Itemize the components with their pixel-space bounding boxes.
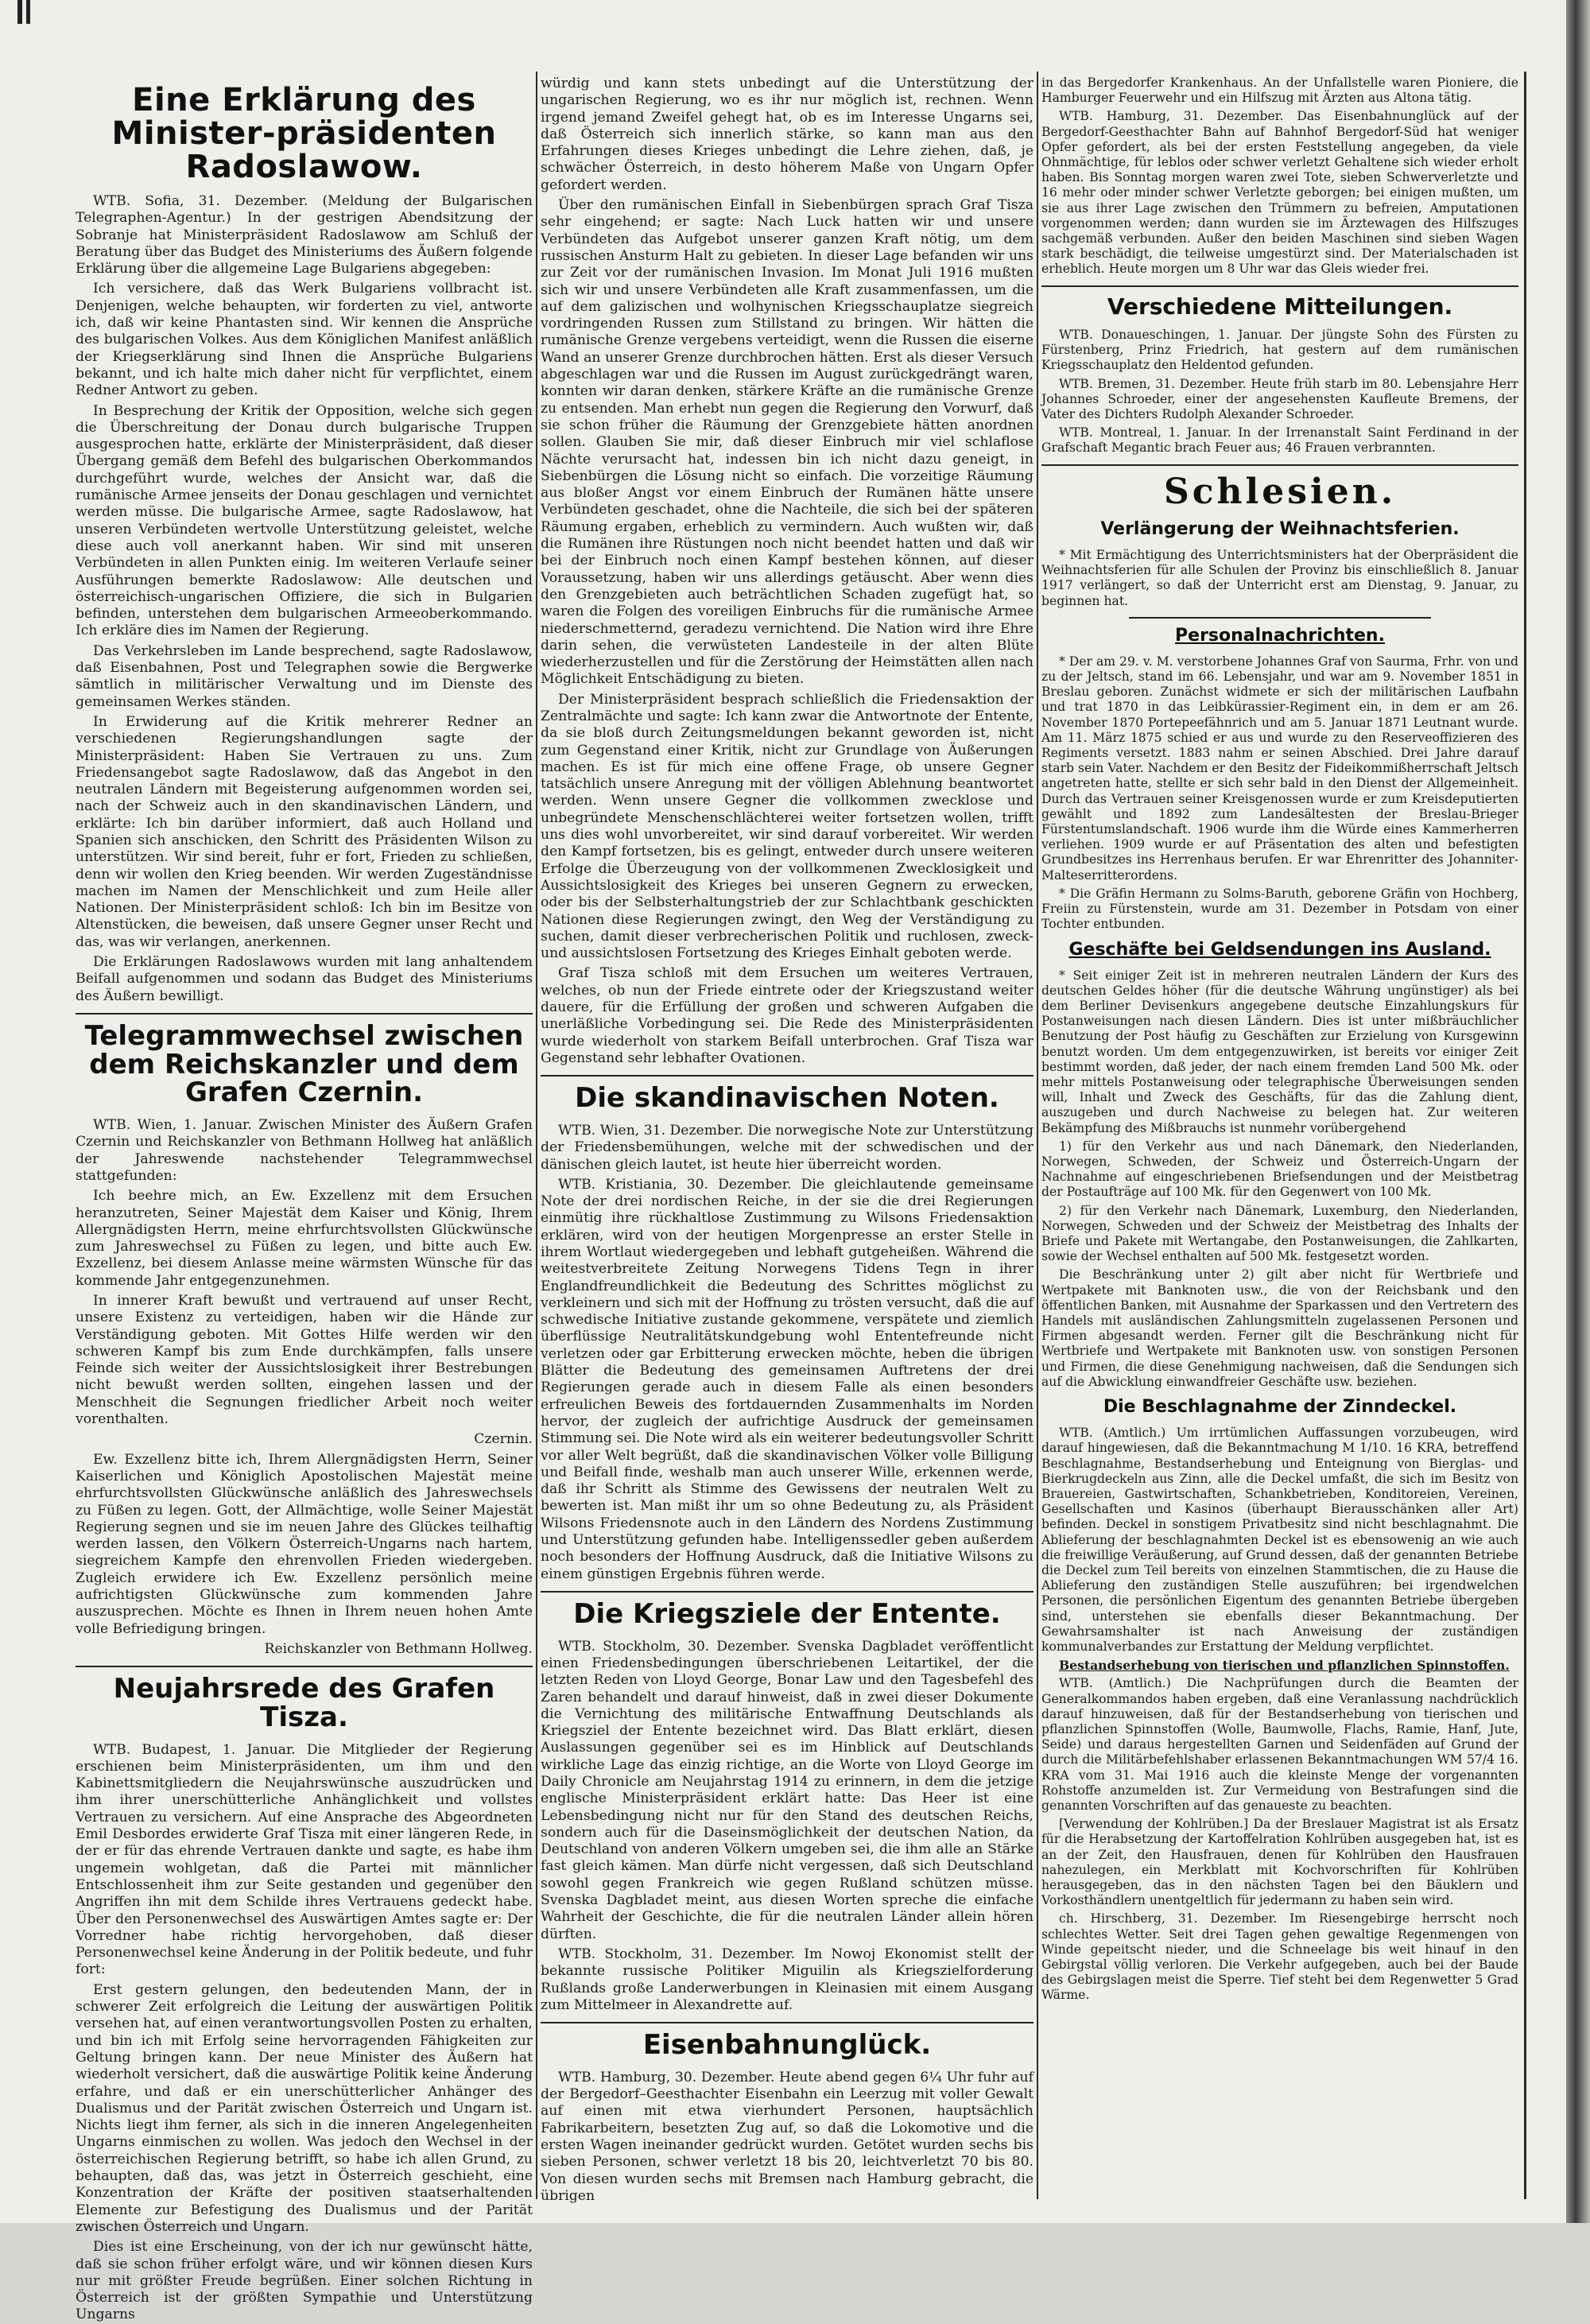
article-paragraph: in das Bergedorfer Krankenhaus. An der Unfallstelle waren Pioniere, die Hamburger Feuerwehr und ein Hilfszug mit Ärzten aus Altona tätig.	[1041, 76, 1518, 106]
article-paragraph: Ich versichere, daß das Werk Bulgariens vollbracht ist. Denjenigen, welche behaupten, wir forderten zu viel, antworte ich, daß wir keine Phantasten sind. Wir kennen die Ansprüche des bulgarischen Volkes. Aus dem Königlichen Manifest anläßlich der Kriegserklärung sind Ihnen die Ansprüche Bulgariens bekannt, und ich halte mich daher nicht für verpflichtet, einem Redner Antwort zu geben.	[76, 281, 533, 399]
headline-kriegsziele: Die Kriegsziele der Entente.	[573, 1597, 1001, 1630]
page-edge	[1566, 0, 1590, 2223]
article-paragraph: WTB. Stockholm, 30. Dezember. Svenska Dagbladet veröffentlicht einen Friedensbedingungen überschriebenen Leitartikel, der die letzten Reden von Lloyd George, Bonar Law und den Tagesbefehl des Zaren behandelt und darauf hinweist, daß in zwei dieser Dokumente die Vernichtung des militärische Entwaffnung Deutschlands als Kriegsziel der Entente bezeichnet wird. Das Blatt erklärt, diesen Auslassungen gegenüber sei es im Hinblick auf Deutschlands wirkliche Lage das einzig richtige, an die Worte von Lloyd George im Daily Chronicle am Neujahrstag 1914 zu erinnern, in dem die jetzige englische Ministerpräsident erklärt hatte: Das Heer ist eine Lebensbedingung nicht nur für den Stand des deutschen Reichs, sondern auch für die Daseinsmöglichkeit der deutschen Nation, da Deutschland von anderen Völkern umgeben sei, die ihm alle an Stärke fast gleich kämen. Man dürfe nicht vergessen, daß sich Deutschland sowohl gegen Frankreich wie gegen Rußland schützen müsse. Svenska Dagbladet meint, aus diesen Worten spreche die einfache Wahrheit der Geschichte, die für die neutralen Länder allein hören dürften.	[541, 1638, 1034, 1942]
article-paragraph: [Verwendung der Kohlrüben.] Da der Breslauer Magistrat ist als Ersatz für die Herabsetzung der Kartoffelration Kohlrüben ausgegeben hat, ist es an der Zeit, den Hausfrauen, denen für Kohlrüben den Hausfrauen nahezulegen, ein Merkblatt mit Kochvorschriften für Kohlrüben herausgegeben, das in den nächsten Tagen bei den Bäuklern und Vorkosthändlern unentgeltlich für jedermann zu haben sein wird.	[1041, 1817, 1518, 1908]
article-paragraph: WTB. Stockholm, 31. Dezember. Im Nowoj Ekonomist stellt der bekannte russische Politiker Miguilin als Kriegszielforderung Rußlands große Landerwerbungen in Kleinasien mit einem Ausgang zum Mittelmeer in Alexandrette auf.	[541, 1946, 1034, 2013]
divider	[1129, 617, 1431, 619]
article-paragraph: Die Beschränkung unter 2) gilt aber nicht für Wertbriefe und Wertpakete mit Banknoten usw., die von der Reichsbank und den öffentlichen Banken, mit Ausnahme der Sparkassen und den Vertretern des Handels mit ausländischen Zahlungsmitteln zugelassenen Personen und Firmen abgesandt werden. Ferner gilt die Beschränkung nicht für Wertbriefe und Wertpakete mit Banknoten usw. von sonstigen Personen und Firmen, die diese Genehmigung nachweisen, daß die Sendungen sich auf die Abwicklung einwandfreier Geschäfte usw. beziehen.	[1041, 1267, 1518, 1389]
article-paragraph: würdig und kann stets unbedingt auf die Unterstützung der ungarischen Regierung, wo es ihr nur möglich ist, rechnen. Wenn irgend jemand Zweifel gehegt hat, ob es im Interesse Ungarns sei, daß Österreich sich innerlich stärke, so kann man aus den Erfahrungen dieses Krieges unbedingt die Lehre ziehen, daß, je schwächer Österreich, in desto höherem Maße von Ungarn Opfer gefordert werden.	[541, 76, 1034, 193]
article-paragraph: 1) für den Verkehr aus und nach Dänemark, den Niederlanden, Norwegen, Schweden, der Schweiz und Österreich-Ungarn der Nachnahme auf eingeschriebenen Briefsendungen und der Meistbetrag der Postaufträge auf 100 Mk. für den Gegenwert von 100 Mk.	[1041, 1139, 1518, 1200]
headline-weihnachtsferien: Verlängerung der Weihnachtsferien.	[1100, 518, 1460, 539]
divider	[1041, 464, 1518, 466]
headline-geldsendungen: Geschäfte bei Geldsendungen ins Ausland.	[1068, 939, 1491, 960]
divider	[541, 2022, 1034, 2023]
article-paragraph: WTB. Donaueschingen, 1. Januar. Der jüngste Sohn des Fürsten zu Fürstenberg, Prinz Friedrich, hat gestern auf dem rumänischen Kriegsschauplatz den Heldentod gefunden.	[1041, 328, 1518, 373]
article-paragraph: WTB. Budapest, 1. Januar. Die Mitglieder der Regierung erschienen beim Ministerpräsidenten, um ihm und den Kabinettsmitgliedern die Neujahrswünsche auszudrücken und ihm ihrer unerschütterliche Anhänglichkeit und vollstes Vertrauen zu versichern. Auf eine Ansprache des Abgeordneten Emil Desbordes erwiderte Graf Tisza mit einer längeren Rede, in der er für das ehrende Vertrauen dankte und sagte, es habe ihm ungemein wohlgetan, daß die Partei mit männlicher Entschlossenheit ihm zur Seite gestanden und gegenüber den Angriffen ihn mit dem Schilde ihres Vertrauens gedeckt habe. Über den Personenwechsel des Auswärtigen Amtes sagte er: Der Vorredner habe richtig hervorgehoben, daß dieser Personenwechsel keine Änderung in der Politik bedeute, und fuhr fort:	[76, 1741, 533, 1978]
column-rule	[1524, 72, 1526, 2199]
article-paragraph: WTB. Wien, 1. Januar. Zwischen Minister des Äußern Grafen Czernin und Reichskanzler von Bethmann Hollweg hat anläßlich der Jahreswende nachstehender Telegrammwechsel stattgefunden:	[76, 1117, 533, 1184]
article-paragraph: * Mit Ermächtigung des Unterrichtsministers hat der Oberpräsident die Weihnachtsferien für alle Schulen der Provinz bis einschließlich 8. Januar 1917 verlängert, so daß der Unterricht erst am Dienstag, 9. Januar, zu beginnen hat.	[1041, 547, 1518, 608]
article-paragraph: Graf Tisza schloß mit dem Ersuchen um weiteres Vertrauen, welches, ob nun der Friede eintrete oder der Kriegszustand weiter dauere, für die Erfüllung der großen und schweren Aufgaben die unerläßliche Vorbedingung sei. Die Rede des Ministerpräsidenten wurde wiederholt von starkem Beifall unterbrochen. Graf Tisza war Gegenstand sehr lebhafter Ovationen.	[541, 965, 1034, 1066]
divider	[541, 1591, 1034, 1593]
article-paragraph: WTB. (Amtlich.) Um irrtümlichen Auffassungen vorzubeugen, wird darauf hingewiesen, daß die Bekanntmachung M 1/10. 16 KRA, betreffend Beschlagnahme, Bestandserhebung und Enteignung von Bierglas- und Bierkrugdeckeln aus Zinn, alle die Deckel umfaßt, die sich im Besitz von Brauereien, Gastwirtschaften, Schankbetrieben, Konditoreien, Vereinen, Gesellschaften und Kasinos (überhaupt Bierausschänken aller Art) befinden. Deckel in sonstigem Privatbesitz sind nicht beschlagnahmt. Die Ablieferung der beschlagnahmten Deckel ist es ebensowenig an wie auch die freiwillige Veräußerung, auf Grund dessen, daß der genannten Betriebe die Deckel zum Teil bereits von einzelnen Stammtischen, die zu Hause die Ablieferung den zuständigen Stelle auszuführen; bei irgendwelchen Personen, die persönlichen Eigentum des genannten Betriebe übergeben sind, unterstehen sie ebenfalls dieser Bekanntmachung. Der Gewahrsamshalter ist nach Anweisung der zuständigen kommunalverbandes zur Erstattung der Meldung verpflichtet.	[1041, 1426, 1518, 1655]
article-subheading: Bestandserhebung von tierischen und pflanzlichen Spinnstoffen.	[1059, 1658, 1510, 1674]
column-rule	[1037, 72, 1038, 2199]
article-paragraph: WTB. Sofia, 31. Dezember. (Meldung der Bulgarischen Telegraphen-Agentur.) In der gestrigen Abendsitzung der Sobranje hat Ministerpräsident Radoslawow am Schluß der Beratung über das Budget des Ministeriums des Äußern folgende Erklärung über die allgemeine Lage Bulgariens abgegeben:	[76, 193, 533, 277]
article-paragraph: Die Erklärungen Radoslawows wurden mit lang anhaltendem Beifall aufgenommen und sodann das Budget des Ministeriums des Äußern bewilligt.	[76, 954, 533, 1004]
signature: Reichskanzler von Bethmann Hollweg.	[264, 1640, 533, 1657]
article-paragraph: WTB. Kristiania, 30. Dezember. Die gleichlautende gemeinsame Note der drei nordischen Reiche, in der sie die drei Regierungen einmütig ihre rückhaltlose Zustimmung zu Wilsons Friedensaktion erklären, wird von der heutigen Morgenpresse an erster Stelle in ihrem Wortlaut wiedergegeben und lebhaft gutgeheißen. Während die weitestverbreitete Zeitung Norwegens Tidens Tegn in ihrer Englandfreundlichkeit die Bedeutung des Schrittes möglichst zu verkleinern und sich mit der Hoffnung zu trösten versucht, daß die auf schwedische Initiative zustande gekommene, verspätete und ziemlich überflüssige Neutralitätskundgebung wohl Ententefreunde nicht verletzen oder gar Erbitterung erwecken möchte, heben die übrigen Blätter die Bedeutung des gemeinsamen Auftretens der drei Regierungen gerade auch in diesem Falle als einen besonders erfreulichen Beweis des fortdauernden Zusammenhalts im Norden hervor, der zugleich der aufrichtige Ausdruck der gemeinsamen Stimmung sei. Die Note wird als ein weiterer bedeutungsvoller Schritt vor aller Welt begrüßt, daß die skandinavischen Völker volle Billigung und Beifall finde, weshalb man auch unserer Wille, erkennen werde, daß ihr Schritt als Stimme des Gewissens der neutralen Welt zu bewerten ist. Man mißt ihr um so ohne Bedeutung zu, als Präsident Wilsons Friedensnote auch in den Ländern des Nordens Zustimmung und Unterstützung gefunden habe. Intelligenssedler geben außerdem noch besonders der Hoffnung Ausdruck, daß die Initiative Wilsons zu einem günstigen Ergebnis führen werde.	[541, 1176, 1034, 1582]
article-paragraph: In innerer Kraft bewußt und vertrauend auf unser Recht, unsere Existenz zu verteidigen, haben wir die Hände zur Verständigung geboten. Mit Gottes Hilfe werden wir den schweren Kampf bis zum Ende durchkämpfen, falls unsere Feinde sich weiter der Aussichtslosigkeit ihrer Bestrebungen nicht bewußt werden sollten, eingehen lassen und der Menschheit die Segnungen friedlicher Arbeit noch weiter vorenthalten.	[76, 1292, 533, 1428]
article-paragraph: WTB. Wien, 31. Dezember. Die norwegische Note zur Unterstützung der Friedensbemühungen, welche mit der schwedischen und der dänischen gleich lautet, ist heute hier überreicht worden.	[541, 1122, 1034, 1173]
headline-radoslawow: Eine Erklärung des Minister-präsidenten Radoslawow.	[111, 82, 497, 185]
article-paragraph: In Erwiderung auf die Kritik mehrerer Redner an verschiedenen Regierungshandlungen sagte der Ministerpräsident: Haben Sie Vertrauen zu uns. Zum Friedensangebot sagte Radoslawow, daß das Angebot in den neutralen Ländern mit Begeisterung aufgenommen worden sei, nach der Schweiz auch in den skandinavischen Ländern, und erklärte: Ich bin darüber informiert, daß auch Holland und Spanien sich anschicken, den Schritt des Präsidenten Wilson zu unterstützen. Wir sind bereit, fuhr er fort, Frieden zu schließen, denn wir wollen den Krieg beenden. Wir werden Zugeständnisse machen im Namen der Menschlichkeit und zum Heile aller Nationen. Der Ministerpräsident schloß: Ich bin im Besitze von Altenstücken, die beweisen, daß unsere Gegner unser Recht und das, was wir verlangen, anerkennen.	[76, 713, 533, 950]
article-paragraph: In Besprechung der Kritik der Opposition, welche sich gegen die Überschreitung der Donau durch bulgarische Truppen ausgesprochen hatte, erklärte der Ministerpräsident, daß dieser Übergang gemäß dem Befehl des bulgarischen Oberkommandos durchgeführt wurde, welches der Ansicht war, daß die rumänische Armee jenseits der Donau geschlagen und vernichtet werden müsse. Die bulgarische Armee, sagte Radoslawow, hat unseren Verbündeten wertvolle Unterstützung geleistet, welche diese auch voll anerkannt haben. Wir sind mit unseren Verbündeten in allen Punkten einig. Im weiteren Verlaufe seiner Ausführungen bemerkte Radoslawow: Alle deutschen und österreichisch-ungarischen Offiziere, die sich in Bulgarien befinden, unterstehen dem bulgarischen Armeeoberkommando. Ich erkläre dies im Namen der Regierung.	[76, 402, 533, 639]
article-paragraph: Ich beehre mich, an Ew. Exzellenz mit dem Ersuchen heranzutreten, Seiner Majestät dem Kaiser und König, Ihrem Allergnädigsten Herrn, meine ehrfurchtsvollsten Glückwünsche zum Jahreswechsel zu Füßen zu legen, und bitte auch Ew. Exzellenz, bei diesem Anlasse meine wärmsten Wünsche für das kommende Jahr entgegenzunehmen.	[76, 1188, 533, 1289]
headline-verschiedene: Verschiedene Mitteilungen.	[1107, 293, 1453, 320]
article-paragraph: WTB. Hamburg, 31. Dezember. Das Eisenbahnunglück auf der Bergedorf-Geesthachter Bahn auf Bahnhof Bergedorf-Süd hat weniger Opfer gefordert, als bei der ersten Feststellung angegeben, da viele Ohnmächtige, für leblos oder schwer verletzt Gehaltene sich wieder erholt haben. Bis Sonntag morgen waren zwei Tote, sieben Schwerverletzte und 16 mehr oder minder schwer Verletzte geborgen; bei einigen mußten, um sie aus ihrer Lage zwischen den Trümmern zu befreien, Amputationen vorgenommen werden; dann wurden sie im Ärztewagen des Hilfszuges sachgemäß verbunden. Außer den beiden Maschinen sind sieben Wagen stark beschädigt, die teilweise umgestürzt sind. Der Materialschaden ist erheblich. Heute morgen um 8 Uhr war das Gleis wieder frei.	[1041, 109, 1518, 277]
section-title-schlesien: Schlesien.	[1163, 471, 1397, 512]
article-paragraph: Dies ist eine Erscheinung, von der ich nur gewünscht hätte, daß sie schon früher erfolgt wäre, und wir können diesen Kurs nur mit größter Freude begrüßen. Einer solchen Richtung in Österreich ist der größten Sympathie und Unterstützung Ungarns	[76, 2239, 533, 2323]
headline-telegrammwechsel: Telegrammwechsel zwischen dem Reichskanzler und dem Grafen Czernin.	[84, 1019, 524, 1109]
divider	[541, 1075, 1034, 1077]
article-paragraph: Über den rumänischen Einfall in Siebenbürgen sprach Graf Tisza sehr eingehend; er sagte: Nach Luck hatten wir und unsere Verbündeten das Aufgebot unserer ganzen Kraft nötig, um dem russischen Ansturm Halt zu gebieten. In dieser Lage befanden wir uns zur Zeit vor der rumänischen Invasion. Im Monat Juli 1916 mußten sich wir und unsere Verbündeten alle Kraft zusammenfassen, um die auf dem galizischen und wolhynischen Kriegsschauplatze siegreich vordringenden Russen zum Stillstand zu bringen. Wir hätten die rumänische Grenze vergebens verteidigt, wenn die Russen die eiserne Wand an unserer Grenze durchbrochen hätten. Erst als dieser Versuch abgeschlagen war und die Russen im August zurückgedrängt waren, konnten wir daran denken, stärkere Kräfte an die rumänische Grenze zu entsenden. Man erhebt nun gegen die Regierung den Vorwurf, daß sie schon früher die Räumung der Grenzgebiete hätten anordnen sollen. Glauben Sie mir, daß dieser Einbruch mir viel schlaflose Nächte verursacht hat, indessen bin ich nicht dazu geneigt, in Siebenbürgen die Lösung nicht so einfach. Die vorzeitige Räumung aus bloßer Angst vor einem Einbruch der Rumänen hätte unsere Verbündeten geschadet, ohne die Nachteile, die sich bei der späteren Räumung ergaben, erheblich zu vermindern. Auch wußten wir, daß die Rumänen ihre Rüstungen noch nicht beendet hatten und daß wir bei der Einbruch noch einen Kampf bestehen können, auf dieser Voraussetzung, haben wir uns allerdings getäuscht. Aber wenn dies den Grenzgebieten auch beträchtlichen Schaden zugefügt hat, so waren die Folgen des voreiligen Einbruchs für die rumänische Armee niederschmetternd, geradezu vernichtend. Die Nation wird ihre Ehre darin sehen, die verwüsteten Landesteile in der alten Blüte wiederherzustellen und für die Zerstörung der Heimstätten allen nach Möglichkeit Entschädigung zu bieten.	[541, 197, 1034, 688]
article-paragraph: * Der am 29. v. M. verstorbene Johannes Graf von Saurma, Frhr. von und zu der Jeltsch, stand im 66. Lebensjahr, und war am 9. November 1851 in Breslau geboren. Zunächst widmete er sich der militärischen Laufbahn und trat 1870 in das Leibkürassier-Regiment ein, in dem er am 26. November 1870 Portepeefähnrich und am 5. Januar 1871 Leutnant wurde. Am 11. März 1875 schied er aus und wurde zu den Reserveoffizieren des Regiments versetzt. 1883 nahm er seinen Abschied. Drei Jahre darauf starb sein Vater. Nachdem er den Besitz der Fideikommißherrschaft Jeltsch angetreten hatte, stellte er sich sehr bald in den Dienst der Allgemeinheit. Durch das Vertrauen seiner Kreisgenossen wurde er zum Kreisdeputierten gewählt und 1892 zum Landesältesten der Breslau-Brieger Fürstentumslandschaft. 1906 wurde ihm die Würde eines Kammerherren verliehen. 1909 wurde er auf Präsentation des alten und befestigten Grundbesitzes ins Herrenhaus berufen. Er war Ehrenritter des Johanniter-Malteserritterordens.	[1041, 654, 1518, 883]
article-paragraph: Ew. Exzellenz bitte ich, Ihrem Allergnädigsten Herrn, Seiner Kaiserlichen und Königlich Apostolischen Majestät meine ehrfurchtsvollsten Glückwünsche anläßlich des Jahreswechsels zu Füßen zu legen. Gott, der Allmächtige, wolle Seiner Majestät Regierung segnen und sie im neuen Jahre des Glückes teilhaftig werden lassen, den Völkern Österreich-Ungarns nach hartem, siegreichem Kampfe den ehrenvollen Frieden wiedergeben. Zugleich erwidere ich Ew. Exzellenz persönlich meine aufrichtigsten Glückwünsche zum kommenden Jahre auszusprechen. Möchte es Ihnen in Ihrem neuen hohen Amte volle Befriedigung bringen.	[76, 1451, 533, 1637]
article-paragraph: WTB. Hamburg, 30. Dezember. Heute abend gegen 6¼ Uhr fuhr auf der Bergedorf–Geesthachter Eisenbahn ein Leerzug mit voller Gewalt auf einen mit etwa vierhundert Personen, hauptsächlich Fabrikarbeitern, besetzten Zug auf, so daß die Lokomotive und die ersten Wagen ineinander gedrückt wurden. Getötet wurden sechs bis sieben Personen, schwer verletzt 18 bis 20, leichtverletzt 70 bis 80. Von diesen wurden sechs mit Bremsen nach Hamburg gebracht, die übrigen	[541, 2069, 1034, 2204]
column-3	[1041, 76, 1518, 2199]
article-paragraph: WTB. Bremen, 31. Dezember. Heute früh starb im 80. Lebensjahre Herr Johannes Schroeder, einer der angesehensten Kaufleute Bremens, der Vater des Dichters Rudolph Alexander Schroeder.	[1041, 376, 1518, 422]
column-rule	[536, 72, 537, 2199]
divider	[76, 1666, 533, 1667]
divider	[76, 1013, 533, 1015]
headline-skandinavische-noten: Die skandinavischen Noten.	[575, 1082, 999, 1115]
article-paragraph: WTB. (Amtlich.) Die Nachprüfungen durch die Beamten der Generalkommandos haben ergeben, daß eine Veranlassung nachdrücklich darauf hinzuweisen, daß für der Bestandserhebung von tierischen und pflanzlichen Spinnstoffen (Wolle, Baumwolle, Flachs, Ramie, Hanf, Jute, Seide) und daraus hergestellten Garnen und Seidenfäden auf Grund der durch die Militärbefehlshaber erlassenen Bekanntmachungen WM 57/4 16. KRA vom 31. Mai 1916 auch die kleinste Menge der vorgenannten Rohstoffe anzumelden ist. Zur Vermeidung von Bestrafungen sind die genannten Vorschriften auf das genaueste zu beachten.	[1041, 1676, 1518, 1814]
headline-eisenbahnunglueck: Eisenbahnunglück.	[642, 2029, 932, 2062]
article-paragraph: Erst gestern gelungen, den bedeutenden Mann, der in schwerer Zeit erfolgreich die Leitung der auswärtigen Politik versehen hat, auf einen verantwortungsvollen Posten zu erhalten, und bin ich mit Erfolg seine hervorragenden Fähigkeiten zur Geltung bringen kann. Der neue Minister des Äußern hat wiederholt versichert, daß die auswärtige Politik keine Änderung erfahre, und daß er ein unerschütterlicher Anhänger des Dualismus und der Parität zwischen Österreich und Ungarn ist. Nichts liegt ihm ferner, als sich in die inneren Angelegenheiten Ungarns einmischen zu wollen. Was jedoch den Wechsel in der österreichischen Regierung betrifft, so habe ich allen Grund, zu behaupten, daß das, was jetzt in Österreich geschieht, eine Konzentration der Kräfte der positiven staatserhaltenden Elemente zur Befestigung des Dualismus und der Parität zwischen Österreich und Ungarn.	[76, 1981, 533, 2235]
headline-zinndeckel: Die Beschlagnahme der Zinndeckel.	[1103, 1397, 1457, 1418]
signature: Czernin.	[474, 1431, 533, 1448]
article-paragraph: WTB. Montreal, 1. Januar. In der Irrenanstalt Saint Ferdinand in der Grafschaft Megantic brach Feuer aus; 46 Frauen verbrannten.	[1041, 425, 1518, 456]
article-paragraph: 2) für den Verkehr nach Dänemark, Luxemburg, den Niederlanden, Norwegen, Schweden und der Schweiz der Meistbetrag des Inhalts der Briefe und Pakete mit Wertangabe, den Postanweisungen, die Zahlkarten, sowie der Wechsel enthalten auf 500 Mk. festgesetzt worden.	[1041, 1203, 1518, 1264]
article-paragraph: * Seit einiger Zeit ist in mehreren neutralen Ländern der Kurs des deutschen Geldes höher (für die deutsche Währung ungünstiger) als bei dem Berliner Devisenkurs angegebene deutsche Einzahlungskurs für Postanweisungen nach diesen Ländern. Dies ist unter mißbräuchlicher Benutzung der Post häufig zu Geschäften zur Erzielung von Kursgewinn benutzt worden. Um dem entgegenzuwirken, ist bereits vor einiger Zeit bestimmt worden, daß jeder, der nach einem fremden Land 500 Mk. oder mehr mittels Postanweisung oder telegraphische Überweisungen senden will, Inhalt und Zweck des Geschäfts, für das die Zahlung dient, auszugeben und durch Nachweise zu belegen hat. Zur weiteren Bekämpfung des Mißbrauchs ist nunmehr vorübergehend	[1041, 968, 1518, 1135]
column-1	[76, 76, 533, 2323]
column-2	[541, 76, 1034, 2204]
headline-tisza: Neujahrsrede des Grafen Tisza.	[113, 1673, 495, 1733]
article-paragraph: ch. Hirschberg, 31. Dezember. Im Riesengebirge herrscht noch schlechtes Wetter. Seit drei Tagen gehen gewaltige Regenmengen von Winde gepeitscht nieder, und die Schneelage bis weit hinauf in den Gebirgstal völlig verloren. Die Verkehr aufgegeben, auch bei der Baude des Gebirgslagen meist die Sperre. Tief steht bei dem Regenwetter 5 Grad Wärme.	[1041, 1911, 1518, 2003]
article-paragraph: Der Ministerpräsident besprach schließlich die Friedensaktion der Zentralmächte und sagte: Ich kann zwar die Antwortnote der Entente, da sie bloß durch Zeitungsmeldungen bekannt geworden ist, nicht zum Gegenstand einer Kritik, nicht zur Grundlage von Äußerungen machen. Es ist für mich eine offene Frage, ob unsere Gegner tatsächlich unsere Anregung mit der völligen Ablehnung beantwortet werden. Wenn unsere Gegner die vollkommen zwecklose und unbegründete Menschenschlächterei weiter fortsetzen wollen, trifft uns dies wohl unvorbereitet, wir sind darauf vorbereitet. Wir werden den Kampf fortsetzen, bis es gelingt, entweder durch unsere weiteren Erfolge die Überzeugung von der vollkommenen Zwecklosigkeit und Aussichtslosigkeit des Krieges bei unseren Gegnern zu erwecken, oder bis der Selbsterhaltungstrieb der zur Schlachtbank geschickten Nationen diese Regierungen zwingt, den Weg der Verständigung zu suchen, damit dieser verbrecherischen Politik und ruchlosen, zweck- und aussichtslosen Fortsetzung des Krieges Einhalt geboten werde.	[541, 691, 1034, 962]
registration-mark	[17, 0, 30, 24]
headline-personalnachrichten: Personalnachrichten.	[1175, 625, 1385, 646]
divider	[1041, 285, 1518, 287]
article-paragraph: Das Verkehrsleben im Lande besprechend, sagte Radoslawow, daß Eisenbahnen, Post und Telegraphen sowie die Bergwerke sämtlich in militärischer Verwaltung und im Dienste des gemeinsamen Werkes ständen.	[76, 642, 533, 710]
article-paragraph: * Die Gräfin Hermann zu Solms-Baruth, geborene Gräfin von Hochberg, Freiin zu Fürstenstein, wurde am 31. Dezember in Potsdam von einer Tochter entbunden.	[1041, 886, 1518, 932]
